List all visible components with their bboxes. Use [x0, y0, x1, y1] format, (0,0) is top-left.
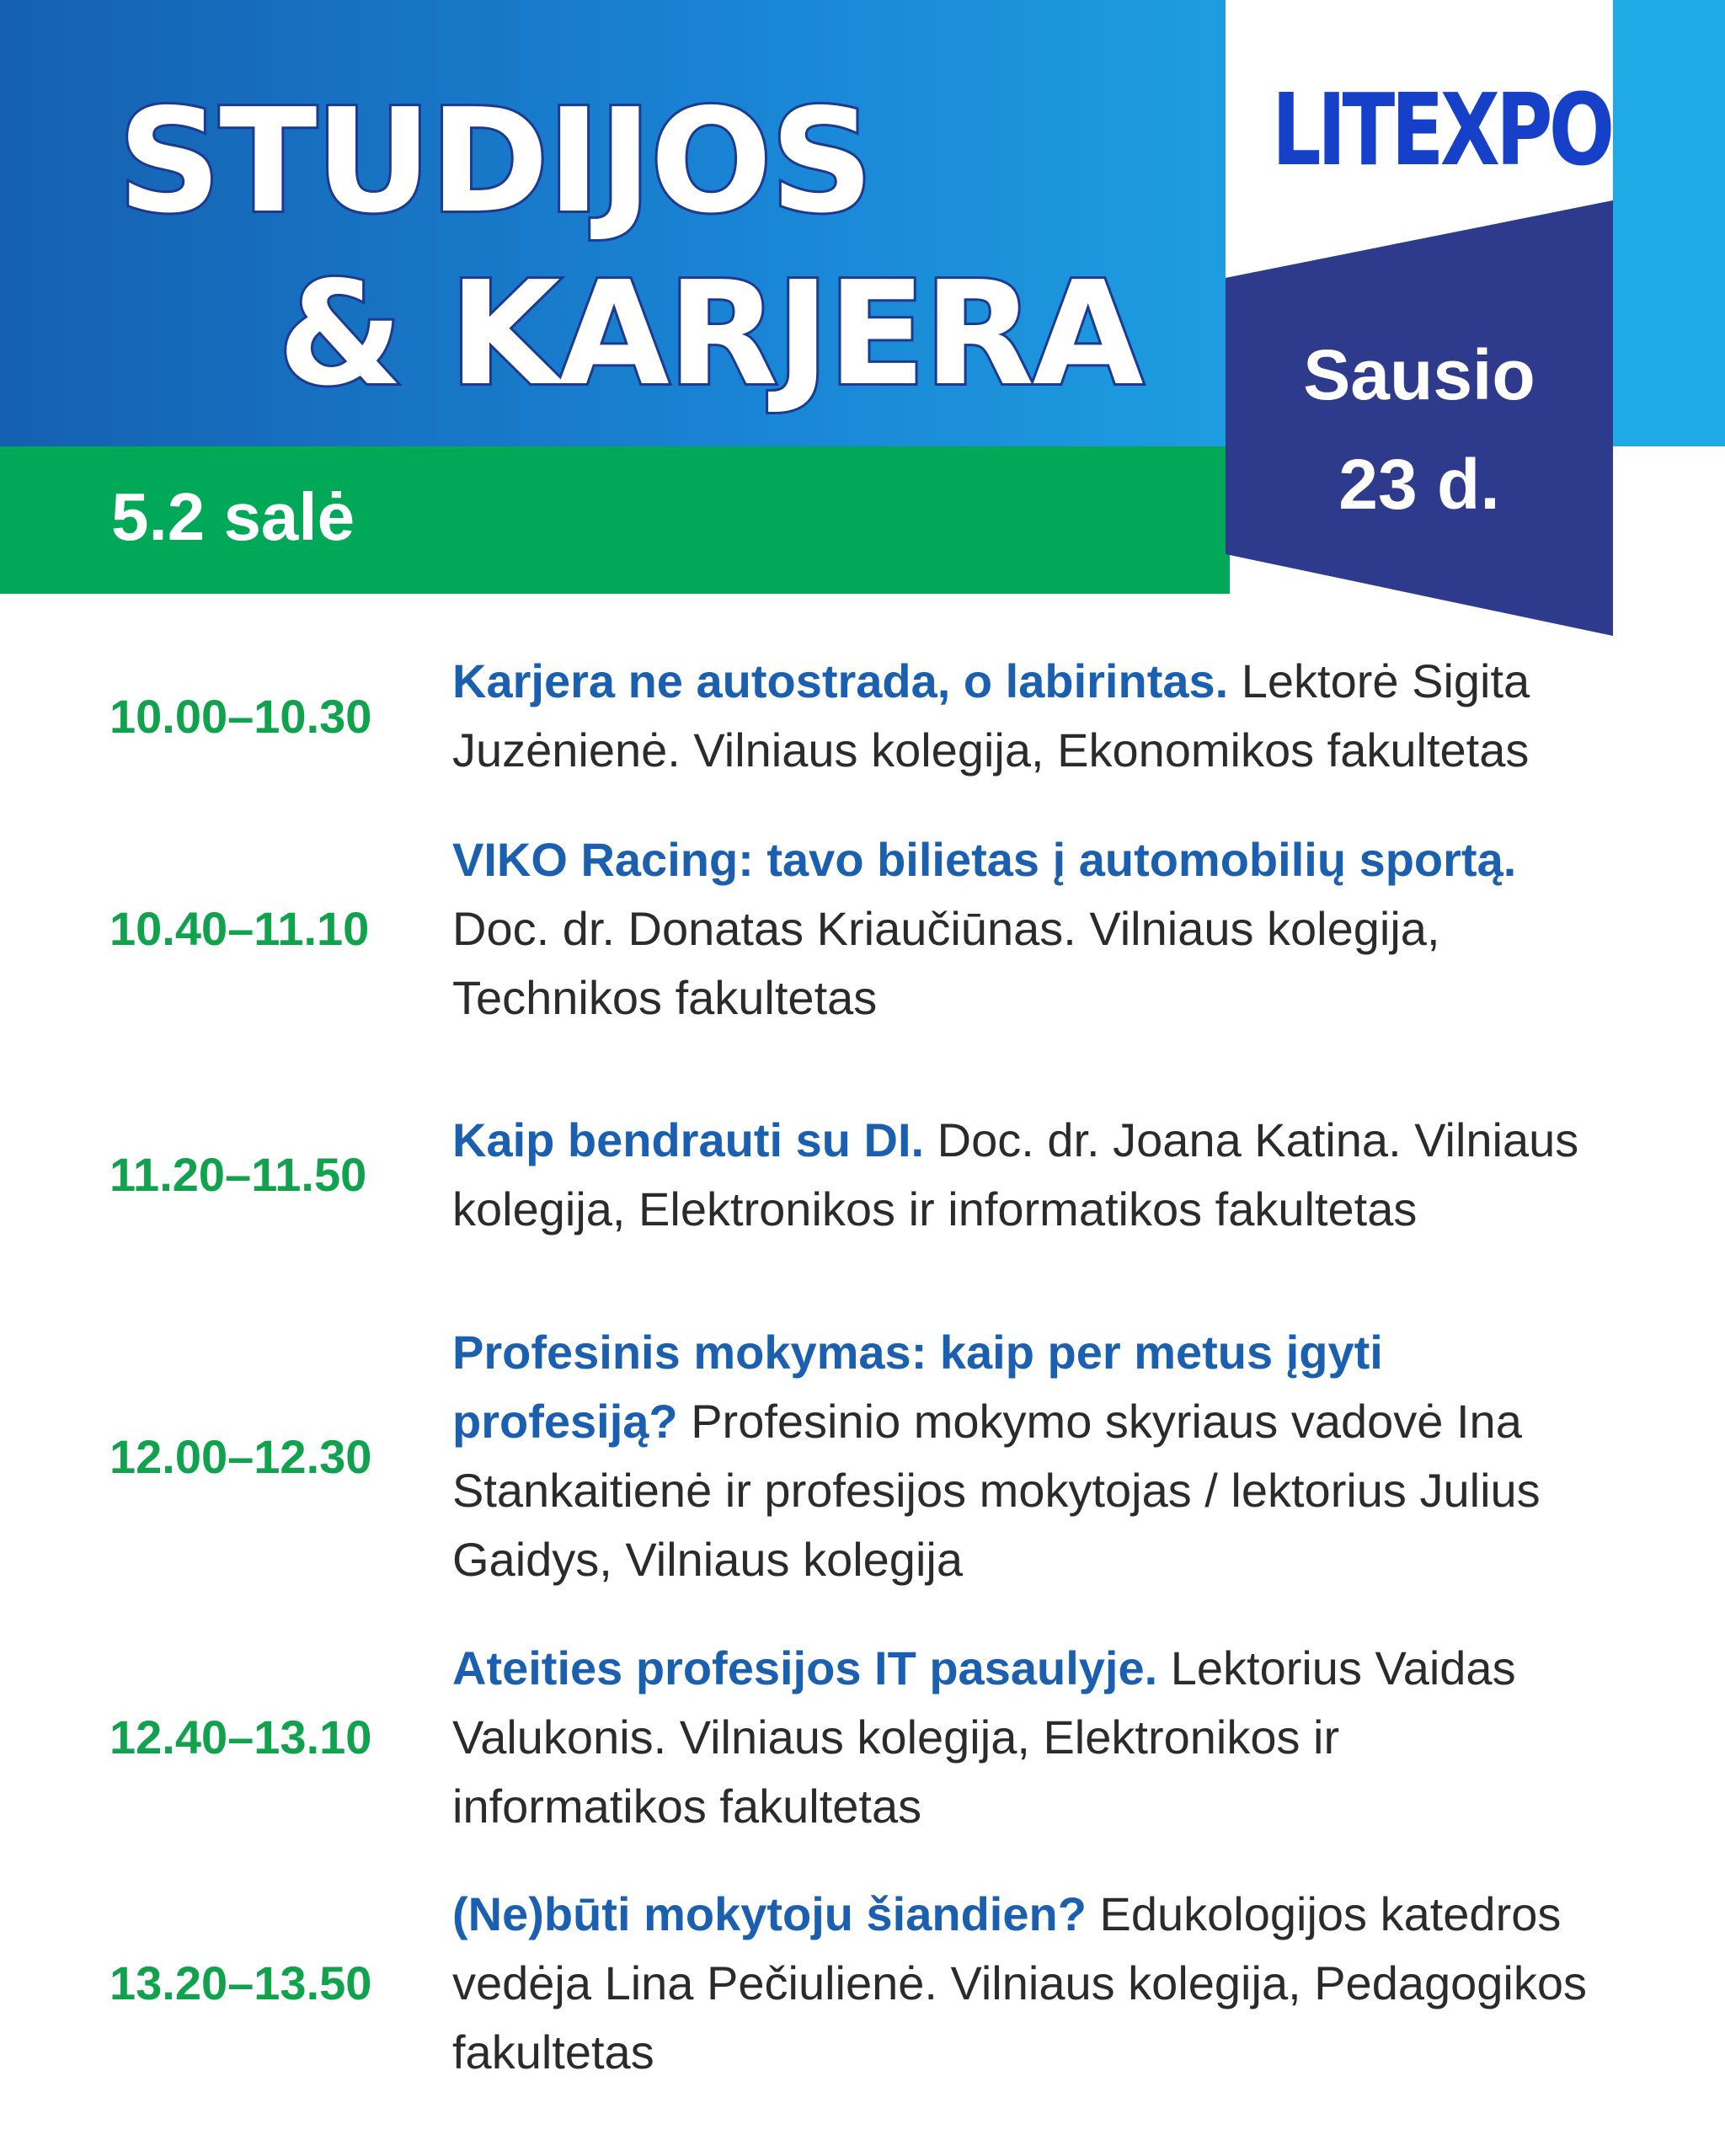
- date-month: Sausio: [1303, 335, 1535, 414]
- session-title: Karjera ne autostrada, o labirintas.: [452, 654, 1229, 707]
- session-title: Ateities profesijos IT pasaulyje.: [452, 1641, 1158, 1694]
- session-description: [452, 825, 1598, 1033]
- event-title-line1: STUDIJOS: [118, 78, 873, 245]
- session-description: [452, 1318, 1598, 1594]
- session-time: 10.40–11.10: [109, 902, 370, 955]
- header-right-strip: [1607, 0, 1725, 446]
- schedule-row: [0, 648, 1725, 783]
- session-description: [452, 1880, 1598, 2087]
- session-details: Profesinio mokymo skyriaus vadovė Ina Stankaitienė ir profesijos mokytojas / lektorius Julius Gaidys, Vilniaus kolegija: [452, 1395, 1541, 1586]
- session-time: 12.00–12.30: [109, 1429, 372, 1483]
- session-title: Profesinis mokymas: kaip per metus įgyti profesiją?: [452, 1326, 1383, 1448]
- session-description: [452, 647, 1598, 785]
- session-title: VIKO Racing: tavo bilietas į automobilių sportą.: [452, 832, 1517, 886]
- event-date: [1230, 320, 1609, 539]
- session-title: Kaip bendrauti su DI.: [452, 1113, 925, 1166]
- session-details: Lektorė Sigita Juzėnienė. Vilniaus kolegija, Ekonomikos fakultetas: [452, 654, 1530, 776]
- schedule-row: [0, 1318, 1725, 1594]
- event-title-line2: & KARJERA: [278, 251, 1142, 418]
- hall-label: 5.2 salė: [111, 479, 355, 554]
- session-title: (Ne)būti mokytoju šiandien?: [452, 1886, 1087, 1940]
- session-details: Doc. dr. Donatas Kriaučiūnas. Vilniaus kolegija, Technikos fakultetas: [452, 901, 1440, 1024]
- schedule-row: [0, 825, 1725, 1032]
- event-title: [118, 76, 1142, 421]
- session-time: 12.40–13.10: [109, 1710, 372, 1764]
- schedule-row: [0, 1634, 1725, 1840]
- litexpo-logo: LITEXPO: [1272, 72, 1611, 188]
- session-description: [452, 1634, 1598, 1841]
- session-details: Lektorius Vaidas Valukonis. Vilniaus kolegija, Elektronikos ir informatikos fakultetas: [452, 1641, 1516, 1833]
- session-time: 13.20–13.50: [109, 1956, 372, 2009]
- session-description: [452, 1106, 1598, 1244]
- session-time: 11.20–11.50: [109, 1148, 367, 1201]
- date-day: 23 d.: [1338, 445, 1500, 524]
- session-time: 10.00–10.30: [109, 689, 372, 743]
- schedule-row: [0, 1880, 1725, 2086]
- session-details: Edukologijos katedros vedėja Lina Pečiulienė. Vilniaus kolegija, Pedagogikos fakultetas: [452, 1886, 1588, 2079]
- schedule-row: [0, 1071, 1725, 1278]
- session-details: Doc. dr. Joana Katina. Vilniaus kolegija, Elektronikos ir informatikos fakultetas: [452, 1113, 1579, 1235]
